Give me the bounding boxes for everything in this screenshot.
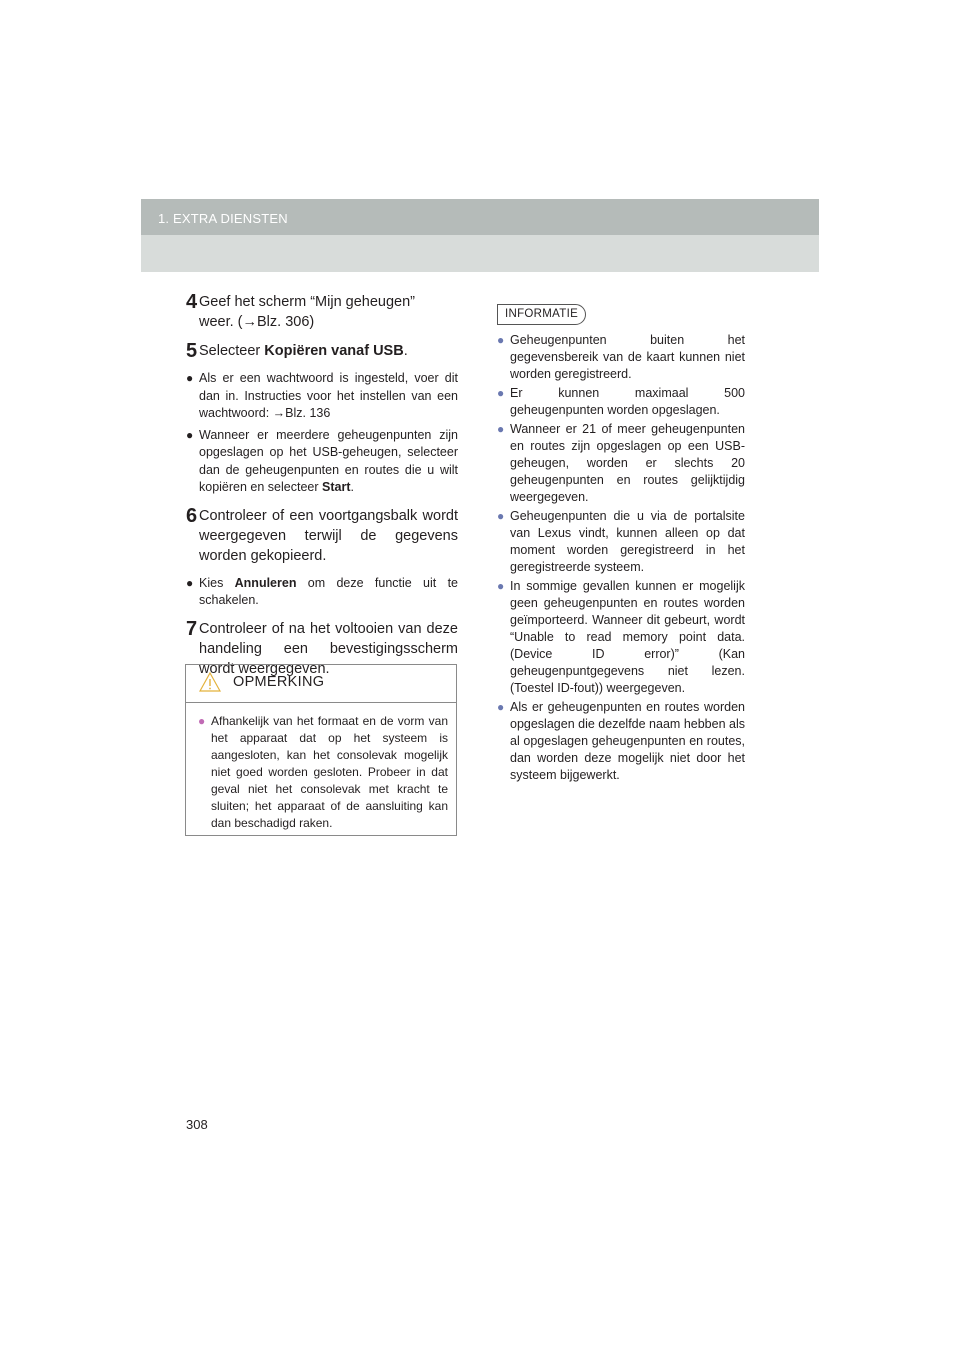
button-name-start: Start: [322, 480, 351, 494]
bullet-dot-icon: ●: [497, 509, 505, 523]
step-6-text: Controleer of een voortgangsbalk wordt weergegeven terwijl de gegevens worden gekopieerd.: [199, 507, 458, 564]
button-name-copy-usb: Kopiëren vanaf USB: [264, 343, 404, 359]
info-item-text: Wanneer er 21 of meer geheugenpunten en routes zijn opgeslagen op een USB-geheugen, worden er slechts 20 geheugenpunten en routes gelijktijdig weergegeven.: [510, 422, 745, 504]
note-title: OPMERKING: [233, 674, 325, 690]
step-5: [186, 341, 458, 361]
list-item: [497, 332, 745, 383]
bullet-dot-icon: ●: [186, 427, 194, 442]
bullet-dot-icon: ●: [186, 575, 194, 590]
step-7-text: Controleer of na het voltooien van deze handeling een bevestigingsscherm wordt weergegeven.: [199, 620, 458, 677]
list-item: [497, 699, 745, 784]
info-title: INFORMATIE: [497, 304, 586, 325]
step-4: [186, 292, 458, 332]
list-item: [198, 713, 448, 832]
bullet-dot-icon: ●: [497, 422, 505, 436]
step-5-end: .: [403, 343, 408, 359]
note-box: [185, 664, 457, 836]
info-item-text: In sommige gevallen kunnen er mogelijk geen geheugenpunten en routes worden geïmporteerd. Wanneer dit gebeurt, wordt “Unable to read memory point data. (Device ID error)” (Kan geheugenpuntgegevens niet lezen. (Toestel ID-fout)) weergegeven.: [510, 579, 745, 695]
list-item: [186, 427, 458, 497]
bullet-dot-icon: ●: [497, 579, 505, 593]
list-item: [497, 385, 745, 419]
button-name-cancel: Annuleren: [234, 575, 297, 590]
step-4-line-1: Geef het scherm “Mijn geheugen”: [199, 294, 415, 310]
bullet-end: om deze functie uit te schakelen.: [199, 575, 458, 607]
list-item: [186, 370, 458, 423]
step-5-text: Selecteer: [199, 343, 265, 359]
bullet-text: Kies: [199, 575, 235, 590]
list-item: [497, 421, 745, 506]
header-subbar: [141, 235, 819, 272]
note-text: Afhankelijk van het formaat en de vorm van het apparaat dat op het systeem is aangesloten, kan het consolevak mogelijk niet goed worden gesloten. Probeer in dat geval niet het consolevak met kracht te sluiten; het apparaat of de aansluiting kan dan beschadigd raken.: [211, 714, 448, 830]
bullet-dot-icon: ●: [186, 371, 194, 385]
bullet-end: .: [350, 480, 354, 494]
step-number: 7: [186, 617, 198, 640]
left-column: [186, 292, 458, 688]
note-header: [186, 665, 456, 703]
step-number: 6: [186, 504, 198, 527]
warning-triangle-icon: [199, 671, 221, 693]
step-number: 5: [186, 340, 198, 362]
step-number: 4: [186, 291, 198, 313]
step-4-line-2: weer. (→Blz. 306): [199, 314, 315, 330]
list-item: [497, 578, 745, 697]
info-list: [497, 332, 745, 786]
bullet-dot-icon: ●: [497, 333, 505, 347]
bullet-dot-icon: ●: [497, 700, 505, 714]
info-item-text: Er kunnen maximaal 500 geheugenpunten worden opgeslagen.: [510, 386, 745, 417]
bullet-dot-icon: ●: [497, 386, 505, 400]
bullet-dot-icon: ●: [198, 714, 206, 728]
page-number: 308: [186, 1117, 208, 1132]
info-item-text: Als er geheugenpunten en routes worden opgeslagen die dezelfde naam hebben als al opgeslagen geheugenpunten en routes, dan worden deze mogelijk niet door het systeem bijgewerkt.: [510, 700, 745, 782]
info-item-text: Geheugenpunten die u via de portalsite van Lexus vindt, kunnen alleen op dat moment worden geregistreerd in het geregistreerde systeem.: [510, 509, 745, 574]
step-6: [186, 506, 458, 566]
section-title: 1. EXTRA DIENSTEN: [158, 211, 288, 226]
info-item-text: Geheugenpunten buiten het gegevensbereik van de kaart kunnen niet worden geregistreerd.: [510, 333, 745, 381]
bullet-text: Als er een wachtwoord is ingesteld, voer dit dan in. Instructies voor het instellen van een wachtwoord: →Blz. 136: [199, 371, 458, 420]
bullet-text: Wanneer er meerdere geheugenpunten zijn opgeslagen op het USB-geheugen, selecteer dan de geheugenpunten en routes die u wilt kopiëren en selecteer: [199, 427, 458, 494]
list-item: [186, 575, 458, 610]
list-item: [497, 508, 745, 576]
